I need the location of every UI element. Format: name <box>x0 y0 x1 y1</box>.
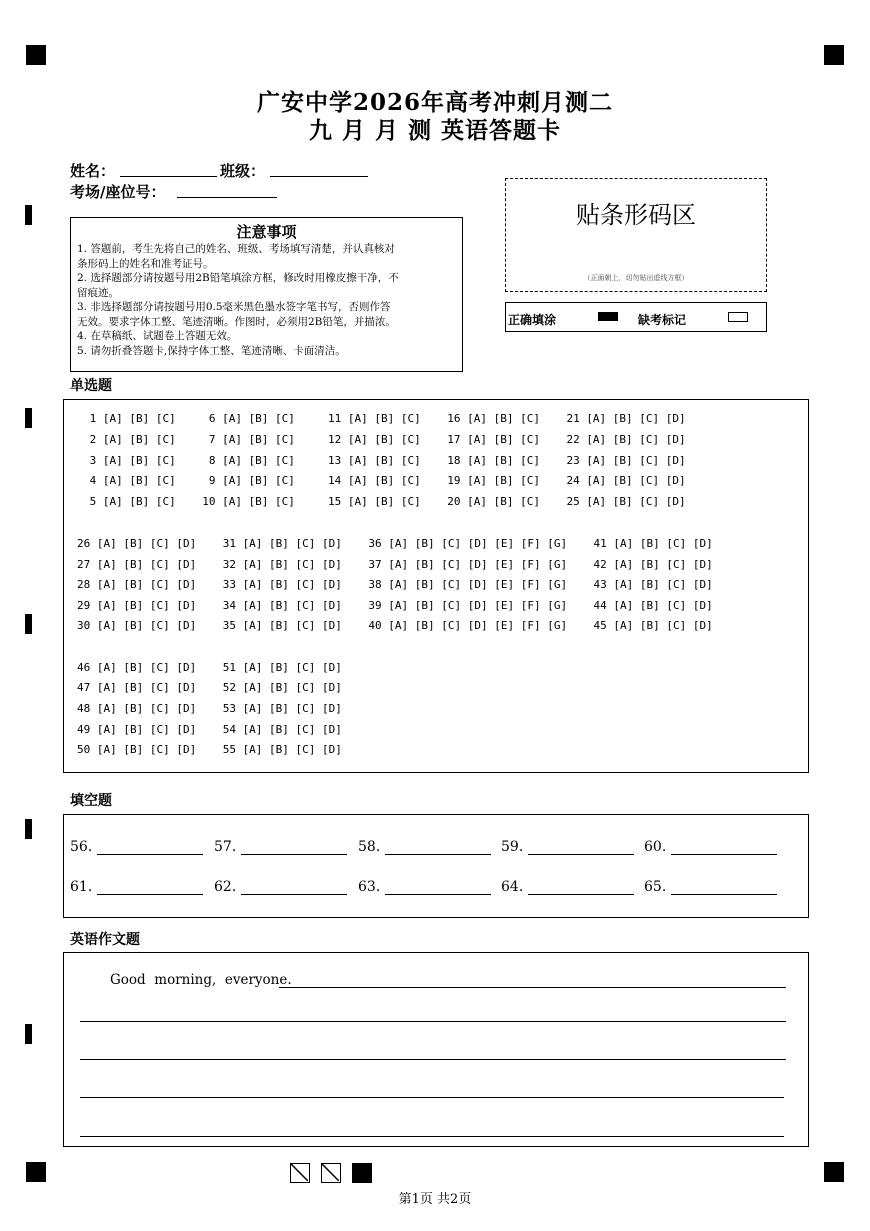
notice-line: 条形码上的姓名和准考证号。 <box>77 257 214 270</box>
mcq-row[interactable]: 5 [A] [B] [C] 10 [A] [B] [C] 15 [A] [B] [C] 20 [A] [B] [C] 25 [A] [B] [C] [D] <box>83 495 686 508</box>
fill-number: 62. <box>214 879 237 895</box>
corner-marker <box>824 45 844 65</box>
page-id-mark <box>321 1163 341 1183</box>
fill-section-label: 填空题 <box>70 793 112 809</box>
mcq-row[interactable]: 48 [A] [B] [C] [D] 53 [A] [B] [C] [D] <box>77 702 342 715</box>
timing-mark <box>25 205 32 225</box>
barcode-note: （正面朝上，切勿贴出虚线方框） <box>583 274 689 282</box>
mcq-row[interactable]: 28 [A] [B] [C] [D] 33 [A] [B] [C] [D] 38 [A] [B] [C] [D] [E] [F] [G] 43 [A] [B] [C] [D] <box>77 578 713 591</box>
page-number: 第1页 共2页 <box>398 1192 472 1207</box>
mcq-row[interactable]: 49 [A] [B] [C] [D] 54 [A] [B] [C] [D] <box>77 723 342 736</box>
mcq-row[interactable]: 26 [A] [B] [C] [D] 31 [A] [B] [C] [D] 36 [A] [B] [C] [D] [E] [F] [G] 41 [A] [B] [C] [D] <box>77 537 713 550</box>
essay-line[interactable] <box>80 1136 784 1137</box>
page-id-mark-filled <box>352 1163 372 1183</box>
corner-marker <box>824 1162 844 1182</box>
notice-line: 1. 答题前，考生先将自己的姓名、班级、考场填写清楚，并认真核对 <box>77 243 395 255</box>
notice-box <box>70 217 463 372</box>
timing-mark <box>25 614 32 634</box>
essay-line[interactable] <box>80 1059 786 1060</box>
mcq-row[interactable]: 3 [A] [B] [C] 8 [A] [B] [C] 13 [A] [B] [C] 18 [A] [B] [C] 23 [A] [B] [C] [D] <box>83 454 686 467</box>
diagonal-mark-icon <box>322 1164 339 1181</box>
name-label: 姓名： <box>70 162 116 180</box>
fill-number: 59. <box>501 839 524 855</box>
fill-number: 56. <box>70 839 93 855</box>
notice-title: 注意事项 <box>236 223 297 241</box>
essay-line[interactable] <box>279 987 786 988</box>
notice-line: 无效。要求字体工整、笔迹清晰。作图时，必须用2B铅笔，并描浓。 <box>77 315 396 328</box>
name-field[interactable] <box>120 176 217 177</box>
fill-box <box>63 814 809 918</box>
fill-number: 58. <box>358 839 381 855</box>
mcq-row[interactable]: 2 [A] [B] [C] 7 [A] [B] [C] 12 [A] [B] [C] 17 [A] [B] [C] 22 [A] [B] [C] [D] <box>83 433 686 446</box>
notice-line: 留痕迹。 <box>77 286 119 299</box>
fill-answer-line[interactable] <box>97 894 203 895</box>
notice-lines <box>71 242 462 358</box>
essay-line[interactable] <box>80 1021 786 1022</box>
fill-number: 60. <box>644 839 667 855</box>
essay-prompt: Good morning, everyone. <box>110 972 292 988</box>
mcq-row[interactable]: 47 [A] [B] [C] [D] 52 [A] [B] [C] [D] <box>77 681 342 694</box>
fill-answer-line[interactable] <box>385 894 491 895</box>
mcq-row[interactable]: 50 [A] [B] [C] [D] 55 [A] [B] [C] [D] <box>77 743 342 756</box>
absent-checkbox[interactable] <box>728 312 748 322</box>
fill-answer-line[interactable] <box>671 894 777 895</box>
fill-number: 64. <box>501 879 524 895</box>
mcq-row[interactable]: 46 [A] [B] [C] [D] 51 [A] [B] [C] [D] <box>77 661 342 674</box>
mcq-row[interactable]: 1 [A] [B] [C] 6 [A] [B] [C] 11 [A] [B] [C] 16 [A] [B] [C] 21 [A] [B] [C] [D] <box>83 412 686 425</box>
mcq-row[interactable]: 30 [A] [B] [C] [D] 35 [A] [B] [C] [D] 40 [A] [B] [C] [D] [E] [F] [G] 45 [A] [B] [C] [D] <box>77 619 713 632</box>
fill-number: 61. <box>70 879 93 895</box>
fill-number: 63. <box>358 879 381 895</box>
notice-line: 3. 非选择题部分请按题号用0.5毫米黑色墨水签字笔书写，否则作答 <box>77 301 391 313</box>
page-id-mark <box>290 1163 310 1183</box>
notice-line: 2. 选择题部分请按题号用2B铅笔填涂方框，修改时用橡皮擦干净，不 <box>77 272 399 284</box>
fill-legend <box>505 302 767 332</box>
timing-mark <box>25 408 32 428</box>
absent-mark-label: 缺考标记 <box>638 313 687 327</box>
fill-answer-line[interactable] <box>97 854 203 855</box>
essay-line[interactable] <box>80 1097 784 1098</box>
fill-number: 57. <box>214 839 237 855</box>
essay-section-label: 英语作文题 <box>70 932 140 948</box>
page-title: 广安中学2026年高考冲刺月测二 <box>256 89 613 116</box>
barcode-area <box>505 178 767 292</box>
timing-mark <box>25 1024 32 1044</box>
corner-marker <box>26 1162 46 1182</box>
fill-answer-line[interactable] <box>671 854 777 855</box>
notice-line: 5. 请勿折叠答题卡,保持字体工整、笔迹清晰、卡面清洁。 <box>77 344 346 357</box>
page-subtitle: 九 月 月 测 英语答题卡 <box>308 117 562 144</box>
class-field[interactable] <box>270 176 368 177</box>
fill-answer-line[interactable] <box>528 894 634 895</box>
notice-line: 4. 在草稿纸、试题卷上答题无效。 <box>77 330 238 342</box>
mcq-row[interactable]: 27 [A] [B] [C] [D] 32 [A] [B] [C] [D] 37 [A] [B] [C] [D] [E] [F] [G] 42 [A] [B] [C] [D] <box>77 558 713 571</box>
mcq-row[interactable]: 29 [A] [B] [C] [D] 34 [A] [B] [C] [D] 39 [A] [B] [C] [D] [E] [F] [G] 44 [A] [B] [C] [D] <box>77 599 713 612</box>
barcode-title: 贴条形码区 <box>576 201 696 229</box>
corner-marker <box>26 45 46 65</box>
fill-answer-line[interactable] <box>241 894 347 895</box>
seat-field[interactable] <box>177 197 277 198</box>
correct-fill-label: 正确填涂 <box>508 313 557 327</box>
class-label: 班级： <box>220 162 266 180</box>
fill-answer-line[interactable] <box>241 854 347 855</box>
timing-mark <box>25 819 32 839</box>
mcq-section-label: 单选题 <box>70 378 112 394</box>
fill-number: 65. <box>644 879 667 895</box>
seat-label: 考场/座位号： <box>70 183 166 201</box>
mcq-row[interactable]: 4 [A] [B] [C] 9 [A] [B] [C] 14 [A] [B] [C] 19 [A] [B] [C] 24 [A] [B] [C] [D] <box>83 474 686 487</box>
diagonal-mark-icon <box>291 1164 308 1181</box>
filled-box-icon <box>598 312 618 321</box>
fill-answer-line[interactable] <box>385 854 491 855</box>
fill-answer-line[interactable] <box>528 854 634 855</box>
